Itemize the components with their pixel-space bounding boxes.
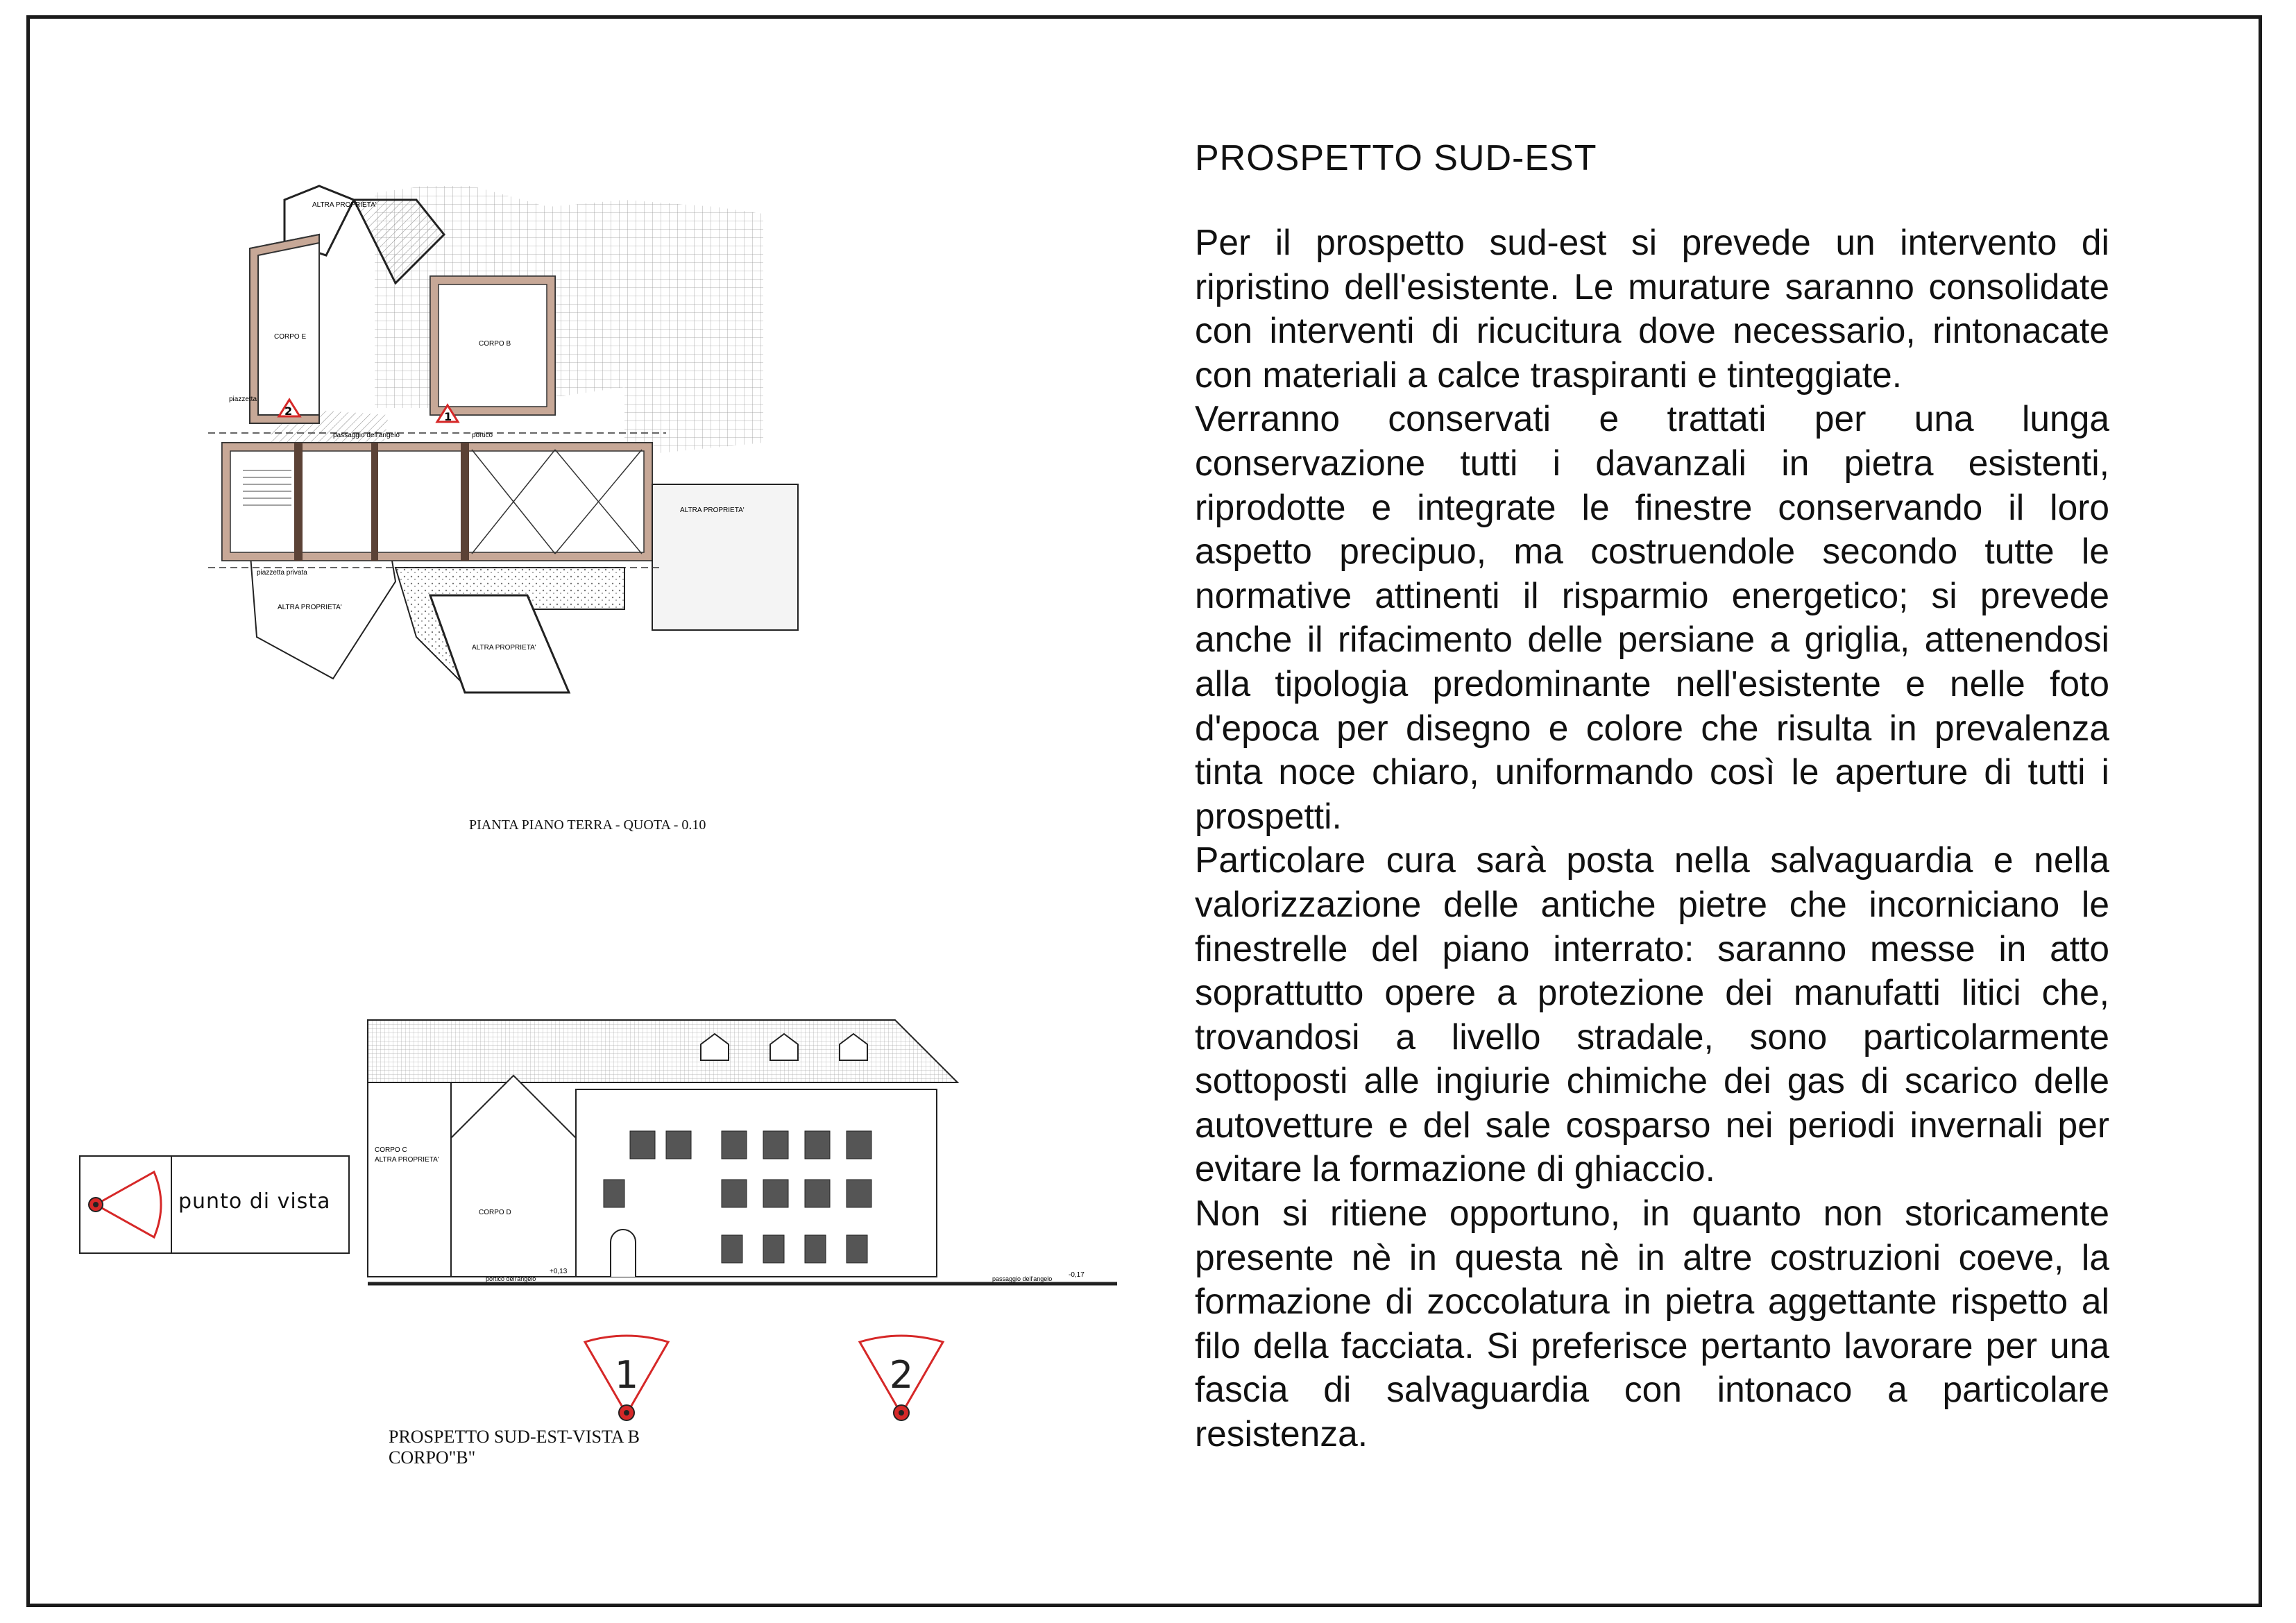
elevation-label: ALTRA PROPRIETA': [375, 1156, 439, 1164]
elevation-label: CORPO D: [479, 1209, 511, 1216]
elevation-label: CORPO C: [375, 1146, 407, 1154]
viewpoint-symbol-1: [581, 1332, 672, 1429]
elevation-caption-line: CORPO"B": [389, 1447, 476, 1468]
plan-label: ALTRA PROPRIETA': [472, 644, 536, 652]
viewpoint-cone-icon: [82, 1158, 169, 1251]
elevation-drawing: [368, 978, 1124, 1318]
elevation-caption: [389, 1427, 640, 1468]
description-text: [1195, 221, 2109, 1456]
elevation-label: +0,13: [550, 1268, 568, 1275]
elevation-label: portico dell'angelo: [486, 1275, 536, 1282]
paragraph: Non si ritiene opportuno, in quanto non storicamente presente nè in questa nè in altre costruzioni coeve, la formazione di zoccolatura in pietra aggettante rispetto al filo della facciata. Si preferisce pertanto lavorare per una fascia di salvaguardia con intonaco a particolare resistenza.: [1195, 1193, 2109, 1454]
viewpoint-number: 1: [444, 410, 452, 423]
plan-label: portico: [472, 432, 493, 439]
viewpoint-number: 1: [614, 1353, 639, 1397]
plan-label: piazzetta privata: [257, 569, 307, 577]
plan-label: piazzetta: [229, 396, 257, 403]
viewpoint-legend: [79, 1155, 351, 1255]
legend-divider: [171, 1155, 172, 1254]
ground-floor-plan-drawing: [229, 179, 1041, 845]
viewpoint-symbol-2: [856, 1332, 946, 1429]
plan-label: passaggio dell'angelo: [333, 432, 400, 439]
paragraph: Per il prospetto sud-est si prevede un intervento di ripristino dell'esistente. Le murature saranno consolidate con interventi di ricucitura dove necessario, rintonacate con materiali a calce traspiranti e tinteggiate.: [1195, 222, 2109, 395]
paragraph: Verranno conservati e trattati per una lunga conservazione tutti i davanzali in pietra esistenti, riprodotte e integrate le finestre conservando il loro aspetto precipuo, ma costruendole secondo tutte le normative attinenti il risparmio energetico; si prevede anche il rifacimento delle persiane a griglia, attenendosi alla tipologia predominante nell'esistente e nelle foto d'epoca per disegno e colore che risulta in prevalenza tinta noce chiaro, uniformando così le aperture di tutti i prospetti.: [1195, 398, 2109, 836]
plan-label: CORPO E: [274, 333, 307, 341]
elevation-label: -0,17: [1069, 1271, 1085, 1279]
plan-label: ALTRA PROPRIETA': [312, 201, 377, 209]
plan-label: ALTRA PROPRIETA': [278, 604, 342, 611]
legend-label: punto di vista: [178, 1189, 331, 1214]
page-title: PROSPETTO SUD-EST: [1195, 138, 1597, 178]
plan-label: ALTRA PROPRIETA': [680, 507, 745, 514]
paragraph: Particolare cura sarà posta nella salvaguardia e nella valorizzazione delle antiche pietre che incorniciano le finestrelle del piano interrato: saranno messe in atto soprattutto opere a protezione dei manufatti litici che, trovandosi a livello stradale, sono particolarmente sottoposti alle ingiurie chimiche dei gas di scarico delle autovetture e del sale cosparso nei periodi invernali per evitare la formazione di ghiaccio.: [1195, 840, 2109, 1189]
plan-caption: PIANTA PIANO TERRA - QUOTA - 0.10: [469, 817, 706, 833]
elevation-caption-line: PROSPETTO SUD-EST-VISTA B: [389, 1427, 640, 1447]
viewpoint-number: 2: [889, 1353, 914, 1397]
elevation-label: passaggio dell'angelo: [992, 1275, 1053, 1282]
viewpoint-number: 2: [284, 405, 293, 418]
plan-label: CORPO B: [479, 340, 511, 348]
